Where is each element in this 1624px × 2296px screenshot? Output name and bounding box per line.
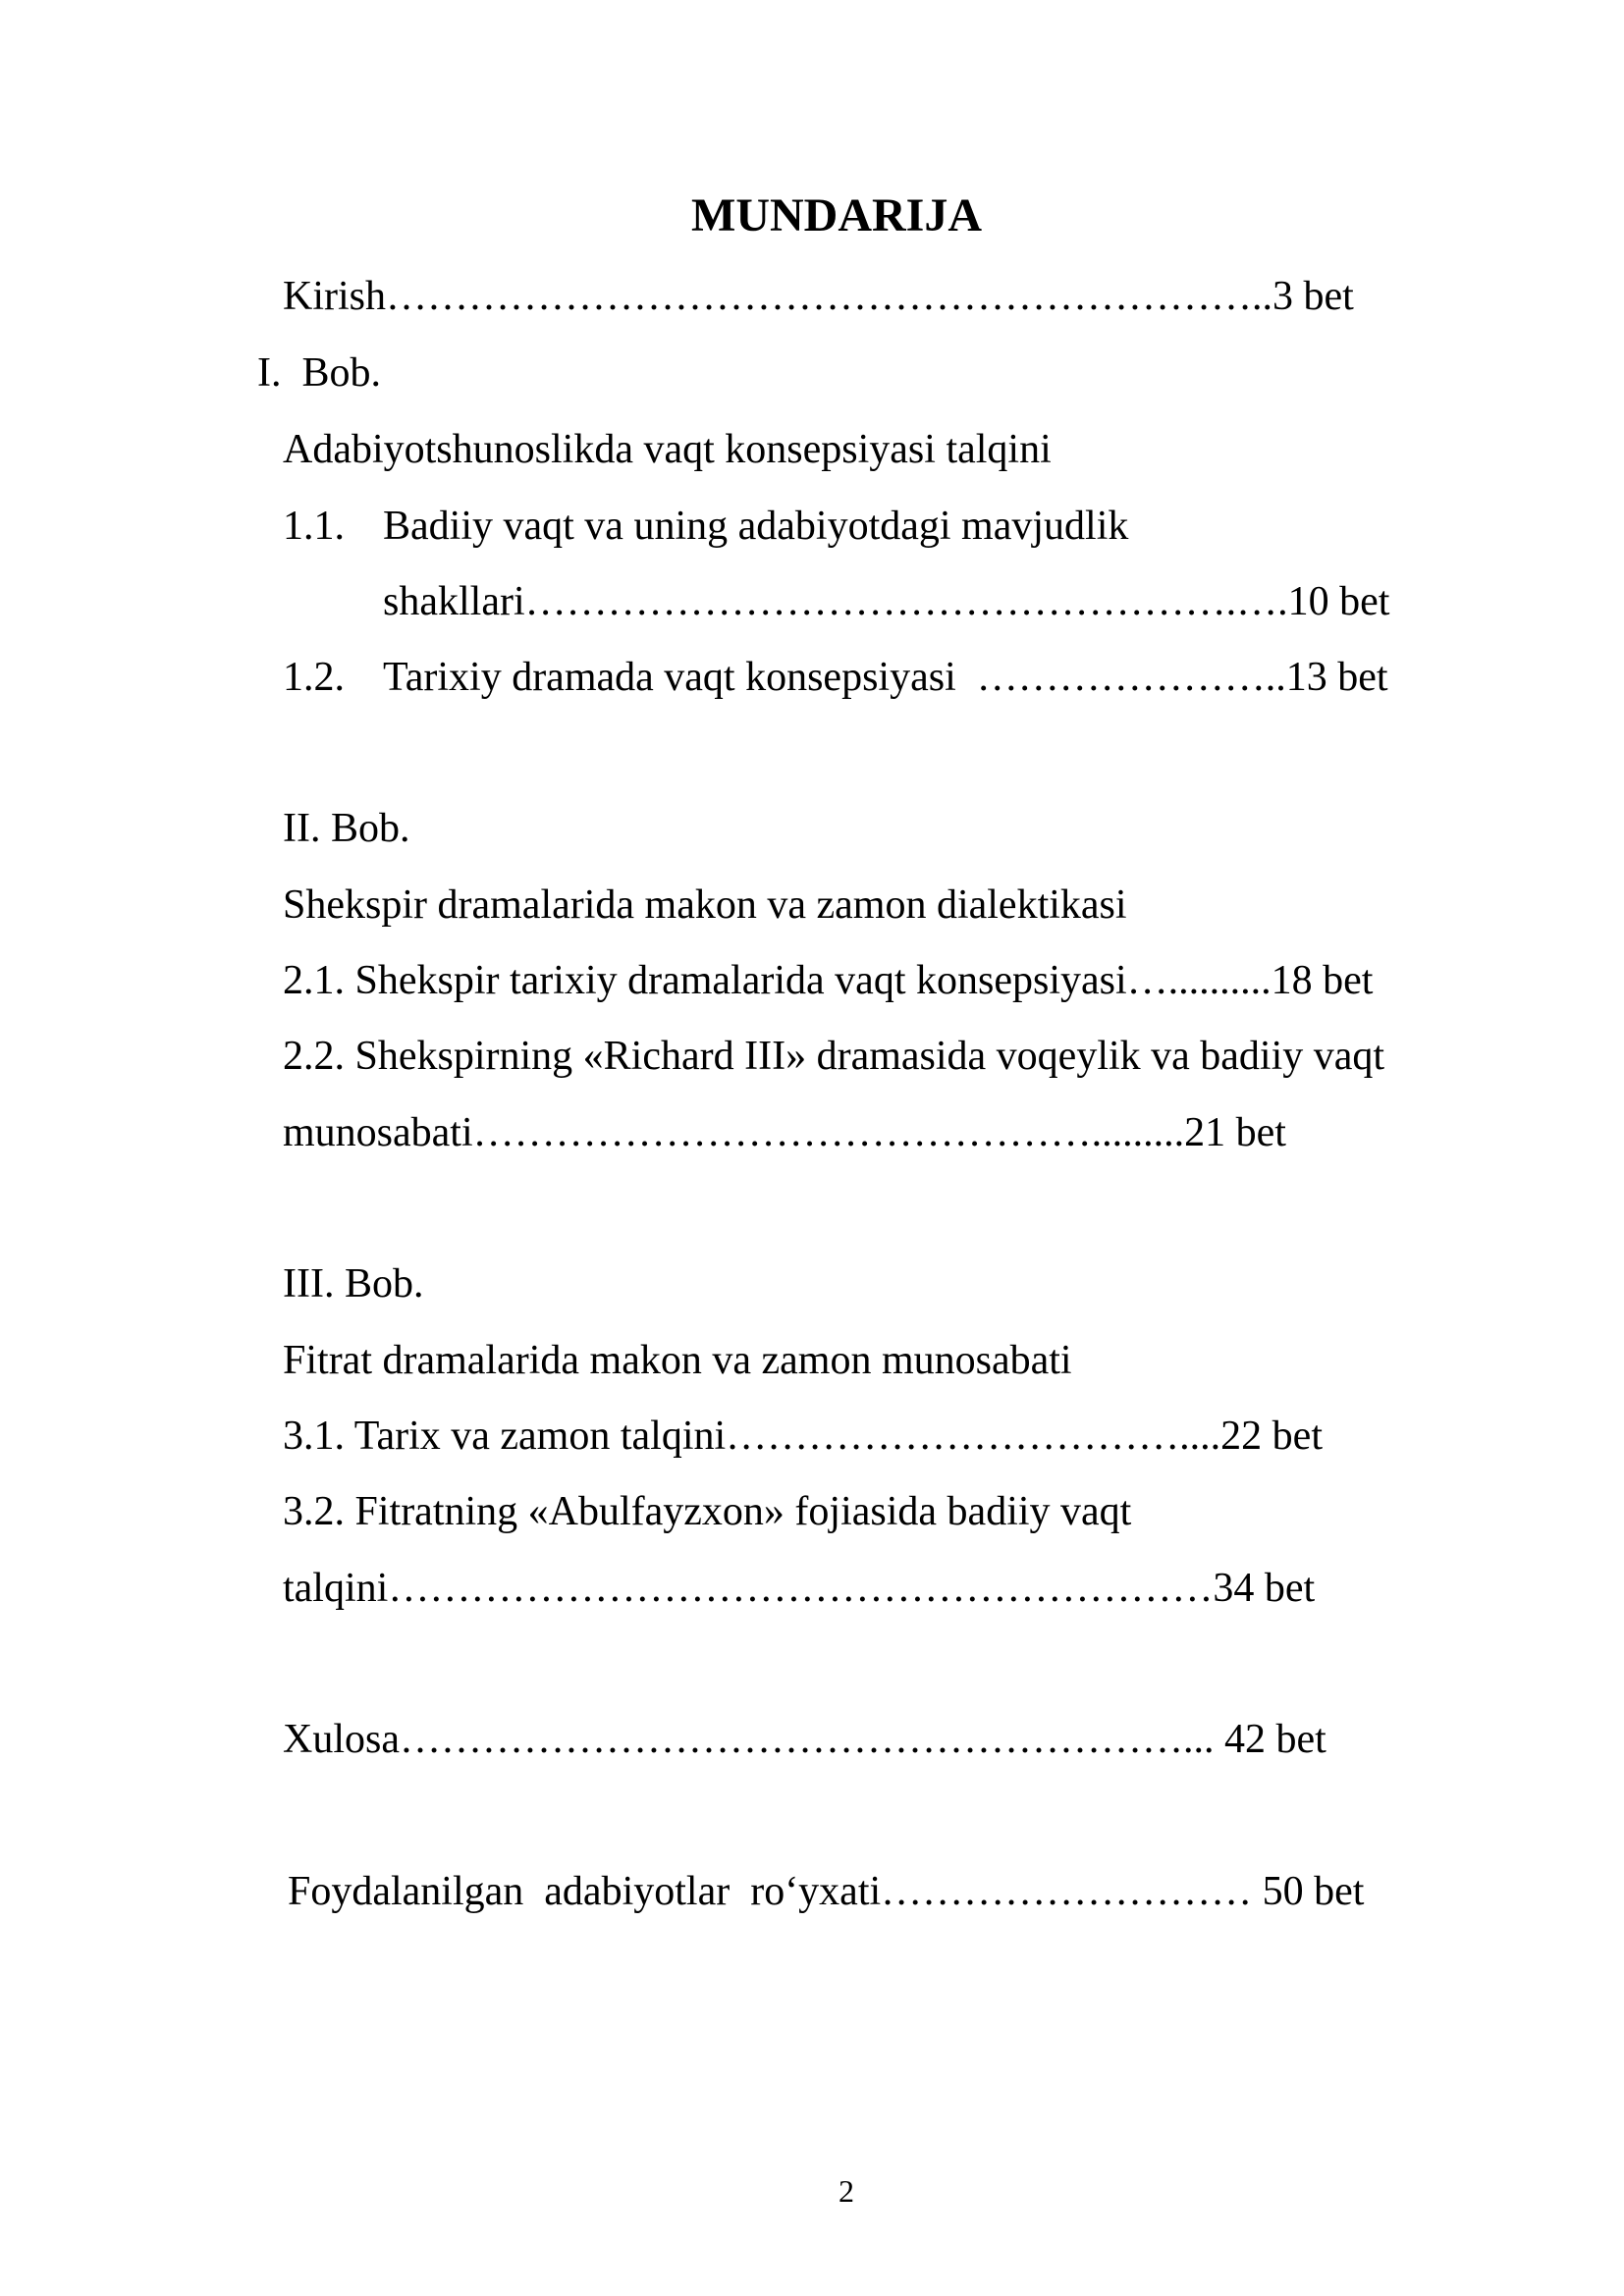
section-1-2-title: Tarixiy dramada vaqt konsepsiyasi …………………..13 bet (383, 655, 1388, 700)
toc-entry-xulosa: Xulosa…………………………………………………... 42 bet (283, 1717, 1326, 1762)
section-1-1-number: 1.1. (283, 504, 345, 549)
section-3-1: 3.1. Tarix va zamon talqini……………………………....22 bet (283, 1414, 1323, 1459)
chapter-3-label: III. Bob. (283, 1261, 424, 1307)
section-3-2-cont: talqini……………………………………………………34 bet (283, 1566, 1316, 1611)
section-1-1-title-cont: shakllari…………………………………………….….10 bet (383, 579, 1390, 624)
section-1-1-title: Badiiy vaqt va uning adabiyotdagi mavjudlik (383, 504, 1129, 549)
chapter-3-title: Fitrat dramalarida makon va zamon munosabati (283, 1338, 1072, 1383)
toc-entry-references: Foydalanilgan adabiyotlar ro‘yxati……………………… 50 bet (288, 1869, 1365, 1914)
section-2-1: 2.1. Shekspir tarixiy dramalarida vaqt konsepsiyasi…..........18 bet (283, 958, 1374, 1003)
page-title: MUNDARIJA (691, 189, 982, 241)
chapter-1-label: I. Bob. (257, 350, 381, 396)
chapter-2-title: Shekspir dramalarida makon va zamon dialektikasi (283, 882, 1127, 928)
toc-entry-kirish: Kirish………………………………………………………..3 bet (283, 274, 1354, 319)
chapter-2-label: II. Bob. (283, 806, 410, 851)
section-1-2-number: 1.2. (283, 655, 345, 700)
page-number: 2 (839, 2173, 854, 2209)
section-2-2-cont: munosabati……………………………………….........21 bet (283, 1110, 1286, 1155)
chapter-1-title: Adabiyotshunoslikda vaqt konsepsiyasi talqini (283, 427, 1052, 472)
section-2-2: 2.2. Shekspirning «Richard III» dramasida voqeylik va badiiy vaqt (283, 1034, 1385, 1079)
section-3-2: 3.2. Fitratning «Abulfayzxon» fojiasida badiiy vaqt (283, 1489, 1132, 1534)
